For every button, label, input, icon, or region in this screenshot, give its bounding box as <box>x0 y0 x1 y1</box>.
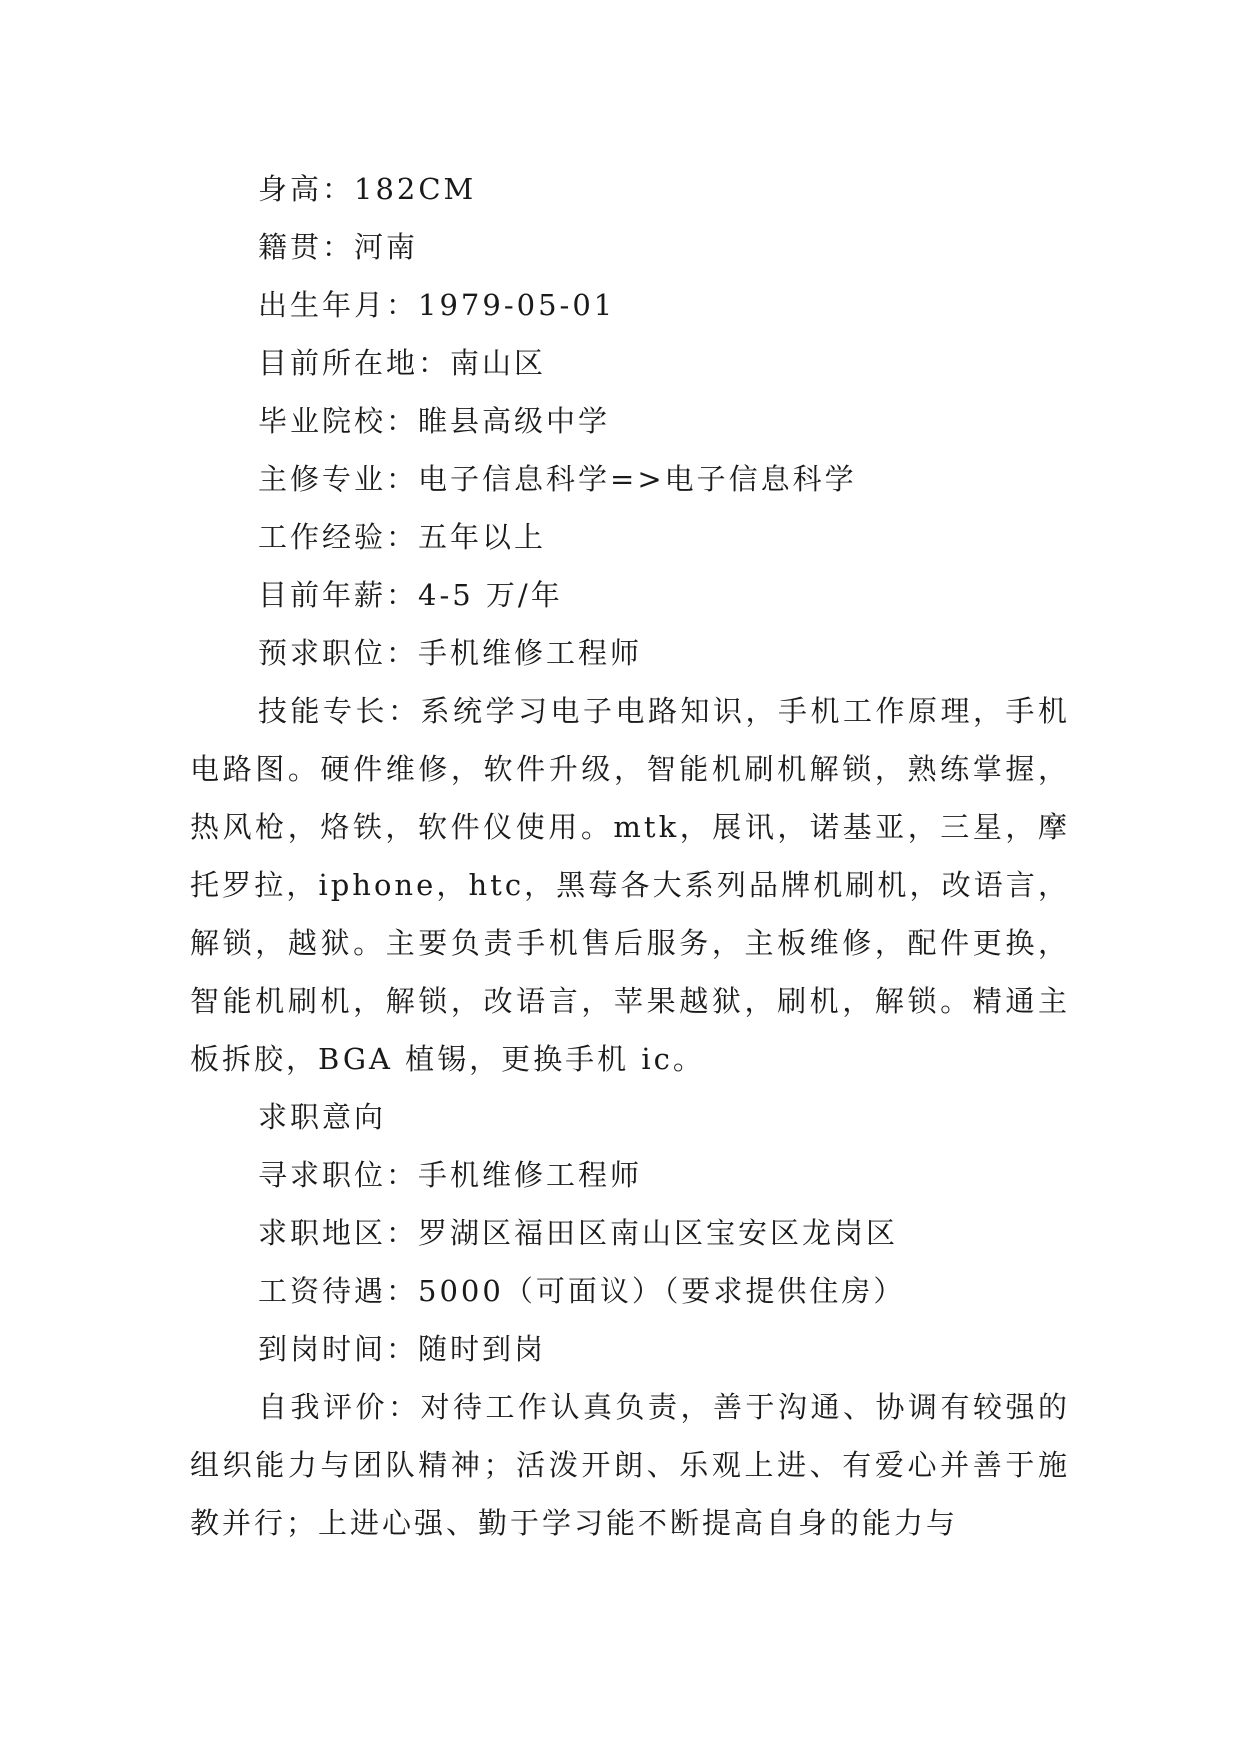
field-school <box>190 392 1070 450</box>
field-label: 目前年薪： <box>258 578 419 612</box>
field-label: 籍贯： <box>258 230 355 264</box>
field-label: 工资待遇： <box>258 1274 419 1308</box>
intent-availability <box>190 1320 1070 1378</box>
skills-paragraph <box>190 682 1070 1088</box>
field-current-location <box>190 334 1070 392</box>
field-value: 电子信息科学=>电子信息科学 <box>418 462 857 496</box>
field-label: 预求职位： <box>258 636 419 670</box>
skills-text: 系统学习电子电路知识，手机工作原理，手机电路图。硬件维修，软件升级，智能机刷机解锁，熟练掌握，热风枪，烙铁，软件仪使用。mtk，展讯，诺基亚，三星，摩托罗拉，iphone，htc，黑莓各大系列品牌机刷机，改语言，解锁，越狱。主要负责手机售后服务，主板维修，配件更换，智能机刷机，解锁，改语言，苹果越狱，刷机，解锁。精通主板拆胶，BGA 植锡，更换手机 ic。 <box>190 694 1070 1076</box>
field-value: 南山区 <box>450 346 547 380</box>
field-value: 手机维修工程师 <box>418 636 643 670</box>
field-birthdate <box>190 276 1070 334</box>
self-evaluation-paragraph <box>190 1378 1070 1552</box>
field-label: 出生年月： <box>258 288 419 322</box>
intent-position <box>190 1146 1070 1204</box>
field-label: 工作经验： <box>258 520 419 554</box>
field-salary <box>190 566 1070 624</box>
field-experience <box>190 508 1070 566</box>
field-value: 4-5 万/年 <box>418 578 563 612</box>
intent-salary <box>190 1262 1070 1320</box>
skills-label: 技能专长： <box>258 694 421 728</box>
field-label: 主修专业： <box>258 462 419 496</box>
field-hometown <box>190 218 1070 276</box>
field-label: 毕业院校： <box>258 404 419 438</box>
field-value: 五年以上 <box>418 520 547 554</box>
field-label: 到岗时间： <box>258 1332 419 1366</box>
field-value: 河南 <box>354 230 419 264</box>
field-value: 182CM <box>354 172 477 206</box>
field-desired-position <box>190 624 1070 682</box>
self-eval-text: 对待工作认真负责，善于沟通、协调有较强的组织能力与团队精神；活泼开朗、乐观上进、有爱心并善于施教并行；上进心强、勤于学习能不断提高自身的能力与 <box>190 1390 1070 1540</box>
document-body <box>190 160 1070 1552</box>
field-value: 手机维修工程师 <box>418 1158 643 1192</box>
field-label: 身高： <box>258 172 355 206</box>
field-label: 目前所在地： <box>258 346 451 380</box>
field-major <box>190 450 1070 508</box>
field-value: 睢县高级中学 <box>418 404 611 438</box>
section-heading-job-intent: 求职意向 <box>258 1100 387 1134</box>
field-value: 5000（可面议）（要求提供住房） <box>418 1274 906 1308</box>
field-value: 1979-05-01 <box>418 288 616 322</box>
field-label: 寻求职位： <box>258 1158 419 1192</box>
field-value: 随时到岗 <box>418 1332 547 1366</box>
self-eval-label: 自我评价： <box>258 1390 421 1424</box>
field-label: 求职地区： <box>258 1216 419 1250</box>
field-height <box>190 160 1070 218</box>
field-value: 罗湖区福田区南山区宝安区龙岗区 <box>418 1216 899 1250</box>
intent-region <box>190 1204 1070 1262</box>
